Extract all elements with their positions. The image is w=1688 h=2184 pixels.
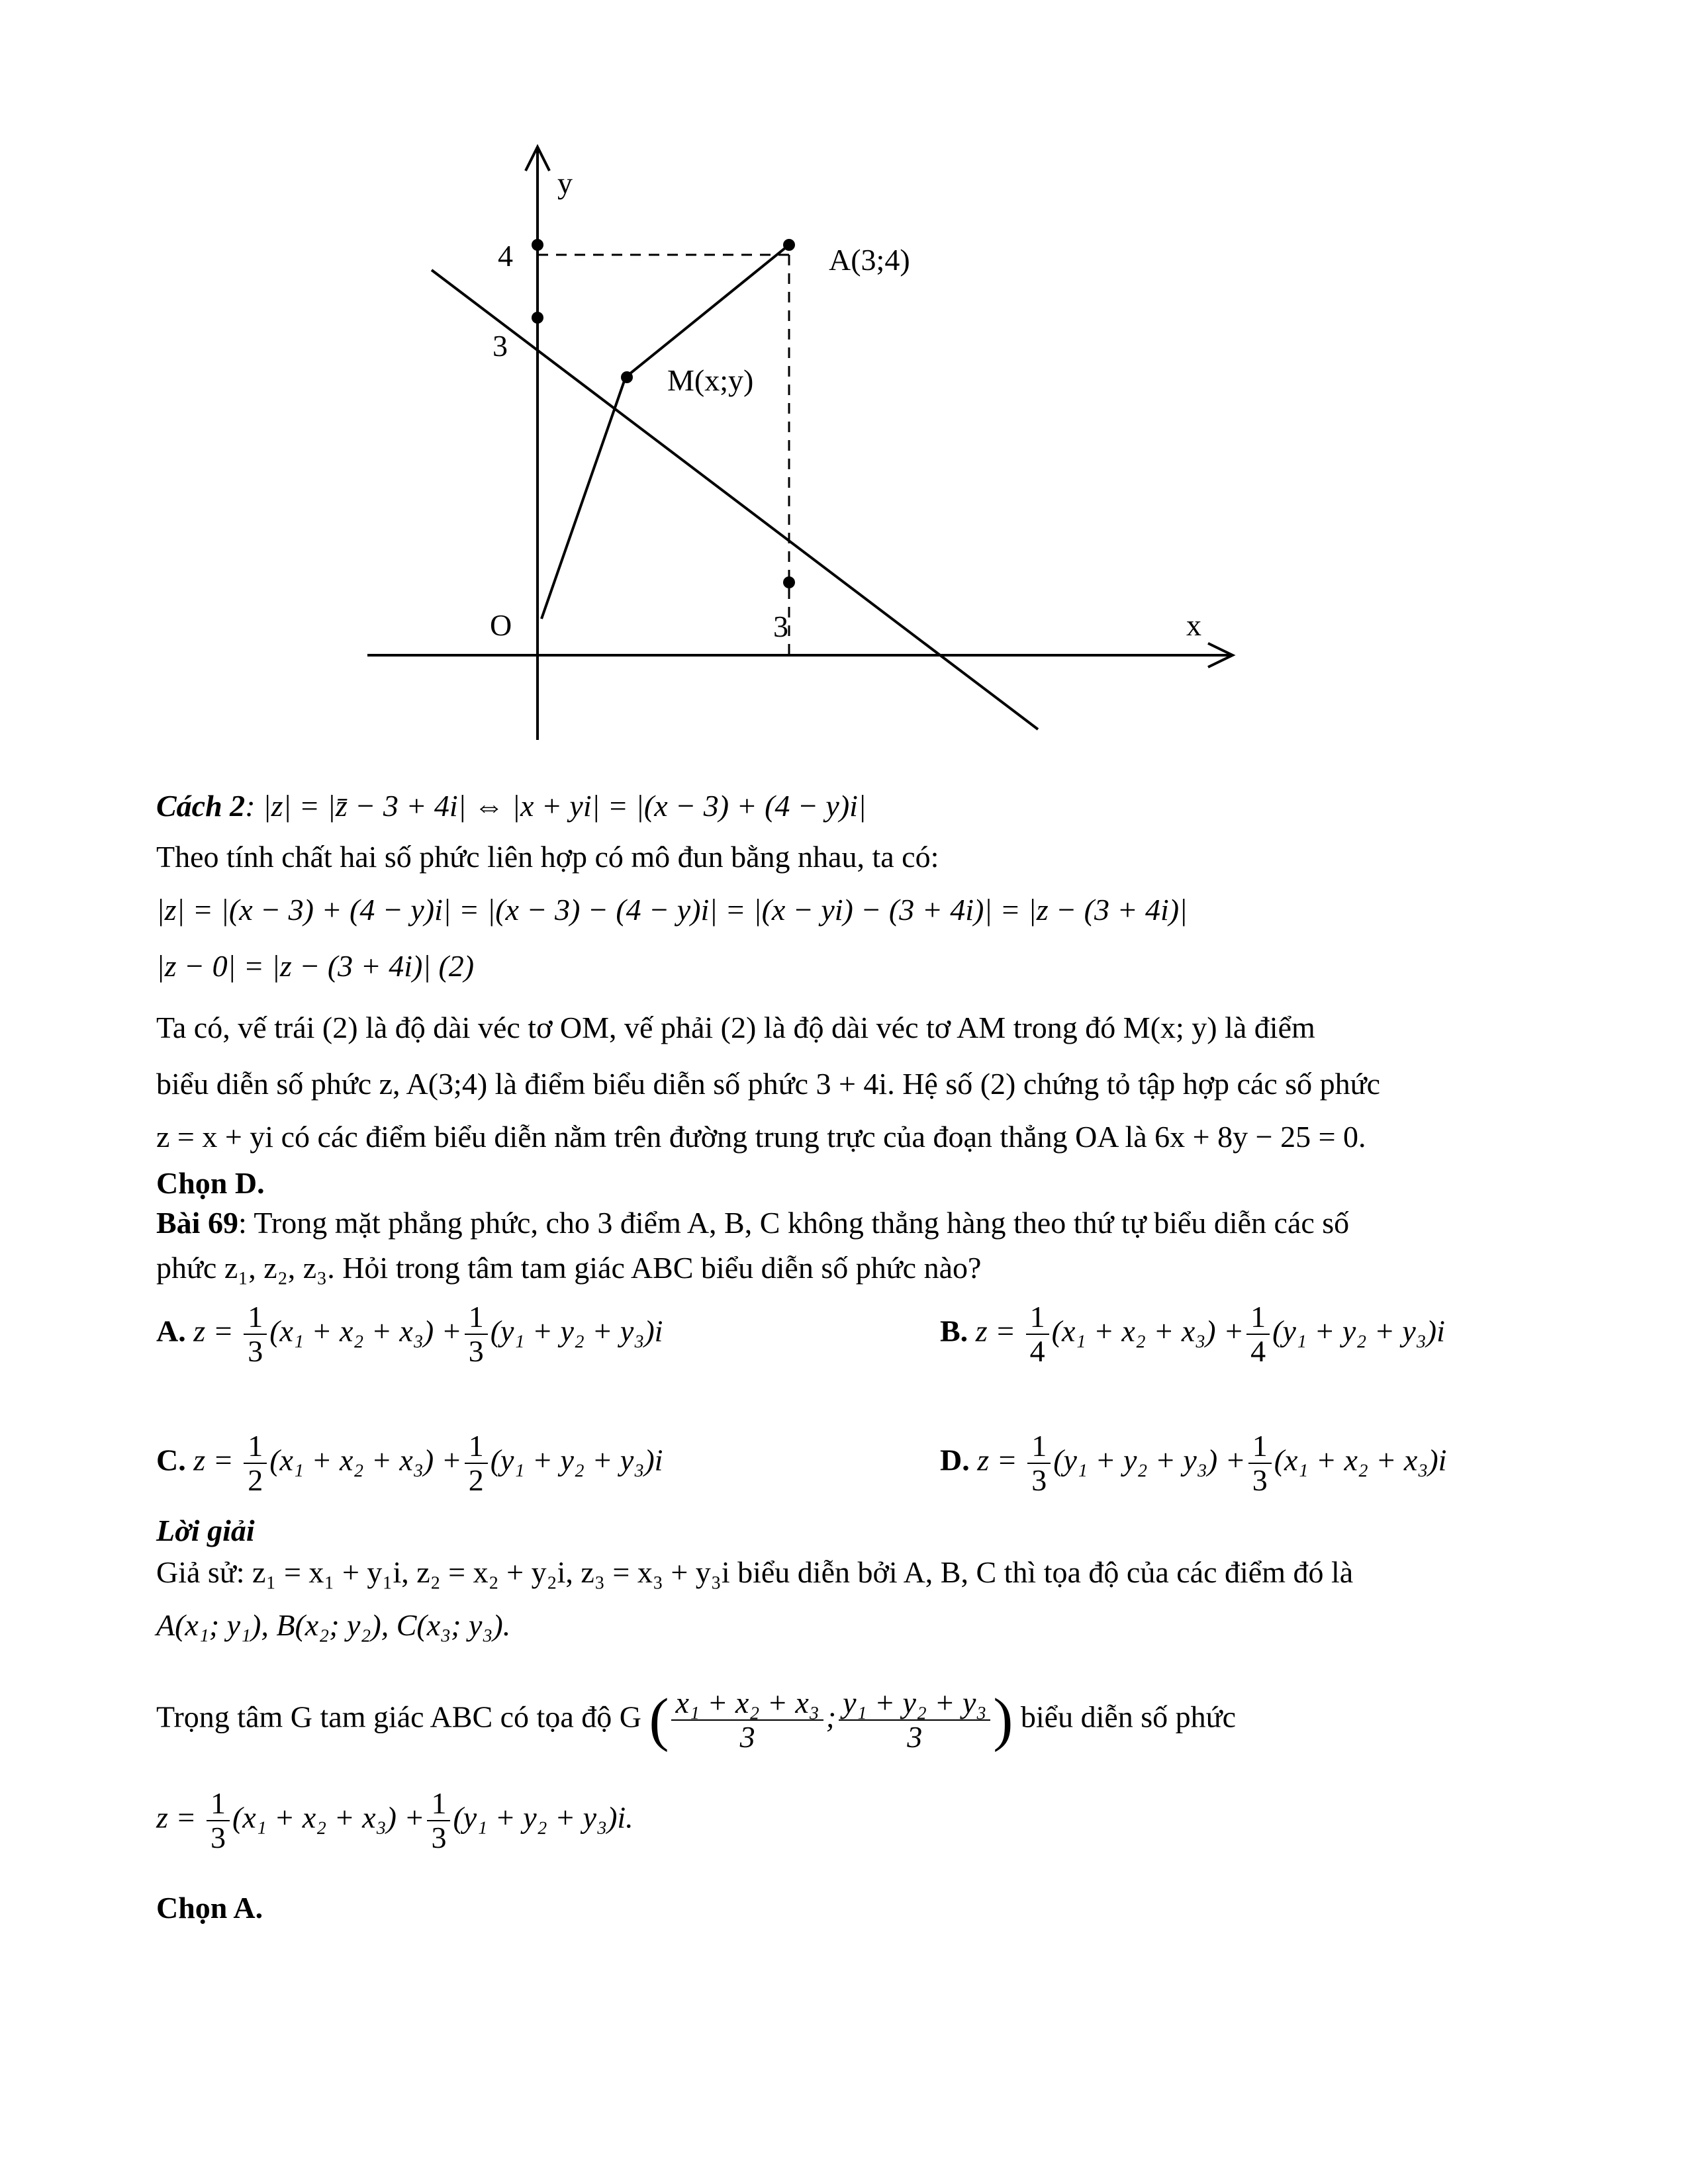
bai69-question-line1: Bài 69: Trong mặt phẳng phức, cho 3 điểm A, B, C không thẳng hàng theo thứ tự biểu diễn các số (156, 1206, 1350, 1240)
x-tick-3: 3 (773, 610, 788, 643)
cach2-line1: Cách 2: |z| = |z̄ − 3 + 4i| ⇔ |x + yi| = |(x − 3) + (4 − y)i| (156, 789, 867, 823)
path-o-m-a (541, 245, 789, 619)
cach2-para2: biểu diễn số phức z, A(3;4) là điểm biểu diễn số phức 3 + 4i. Hệ số (2) chứng tỏ tập hợp các số phức (156, 1067, 1381, 1101)
coordinate-figure (0, 0, 1688, 761)
point-y3 (532, 312, 543, 324)
solution-line2: A(x₁; y₁), B(x₂; y₂), C(x₃; y₃). (156, 1608, 511, 1642)
bai69-question-line2: phức z₁, z₂, z₃. Hỏi trong tâm tam giác ABC biểu diễn số phức nào? (156, 1251, 982, 1285)
point-a (783, 239, 795, 251)
option-a: A. z = $\frac{1}{3}$ (x₁ + x₂ + x₃) + $\frac{1}{3}$ (y₁ + y₂ + y₃)i (156, 1300, 663, 1368)
point-x3 (783, 576, 795, 588)
option-d: D. z = $\frac{1}{3}$ (y₁ + y₂ + y₃) + $\frac{1}{3}$ (x₁ + x₂ + x₃)i (940, 1429, 1447, 1497)
cach2-line3: |z| = |(x − 3) + (4 − y)i| = |(x − 3) − (4 − y)i| = |(x − yi) − (3 + 4i)| = |z − (3 + 4i)| (156, 893, 1188, 927)
cach2-para3: z = x + yi có các điểm biểu diễn nằm trên đường trung trực của đoạn thẳng OA là 6x + 8y − 25 = 0. (156, 1120, 1366, 1154)
y-tick-4: 4 (498, 239, 513, 273)
cach2-label: Cách 2 (156, 789, 246, 823)
solution-line1: Giả sử: z₁ = x₁ + y₁i, z₂ = x₂ + y₂i, z₃ = x₃ + y₃i biểu diễn bởi A, B, C thì tọa độ của các điểm đó là (156, 1555, 1354, 1589)
bisector-line (432, 270, 1038, 729)
point-m-label: M(x;y) (667, 363, 754, 397)
point-a-label: A(3;4) (829, 243, 910, 277)
point-m (621, 371, 633, 383)
cach2-line2: Theo tính chất hai số phức liên hợp có mô đun bằng nhau, ta có: (156, 840, 939, 874)
y-axis-label: y (557, 166, 573, 200)
point-y4 (532, 239, 543, 251)
solution-formula: z = $\frac{1}{3}$ (x₁ + x₂ + x₃) + $\frac{1}{3}$ (y₁ + y₂ + y₃)i. (156, 1786, 633, 1854)
option-c: C. z = $\frac{1}{2}$ (x₁ + x₂ + x₃) + $\frac{1}{2}$ (y₁ + y₂ + y₃)i (156, 1429, 663, 1497)
origin-label: O (490, 608, 512, 642)
x-axis-label: x (1186, 608, 1201, 642)
cach2-line4: |z − 0| = |z − (3 + 4i)| (2) (156, 949, 475, 983)
option-b: B. z = $\frac{1}{4}$ (x₁ + x₂ + x₃) + $\frac{1}{4}$ (y₁ + y₂ + y₃)i (940, 1300, 1445, 1368)
solution-line3: Trọng tâm G tam giác ABC có tọa độ G ( $\frac{\text{x₁ + x₂ + x₃}}{3}$ ; $\frac{\text{y₁ + y₂ + y₃}}{3}$ ) biểu diễn số phức (156, 1686, 1237, 1754)
solution-title: Lời giải (156, 1514, 255, 1547)
cach2-para1: Ta có, vế trái (2) là độ dài véc tơ OM, vế phải (2) là độ dài véc tơ AM trong đó M(x; y) là điểm (156, 1011, 1315, 1044)
y-tick-3: 3 (492, 329, 508, 363)
cach2-chon: Chọn D. (156, 1166, 265, 1200)
solution-chon: Chọn A. (156, 1891, 263, 1925)
bai69-label: Bài 69 (156, 1206, 238, 1240)
